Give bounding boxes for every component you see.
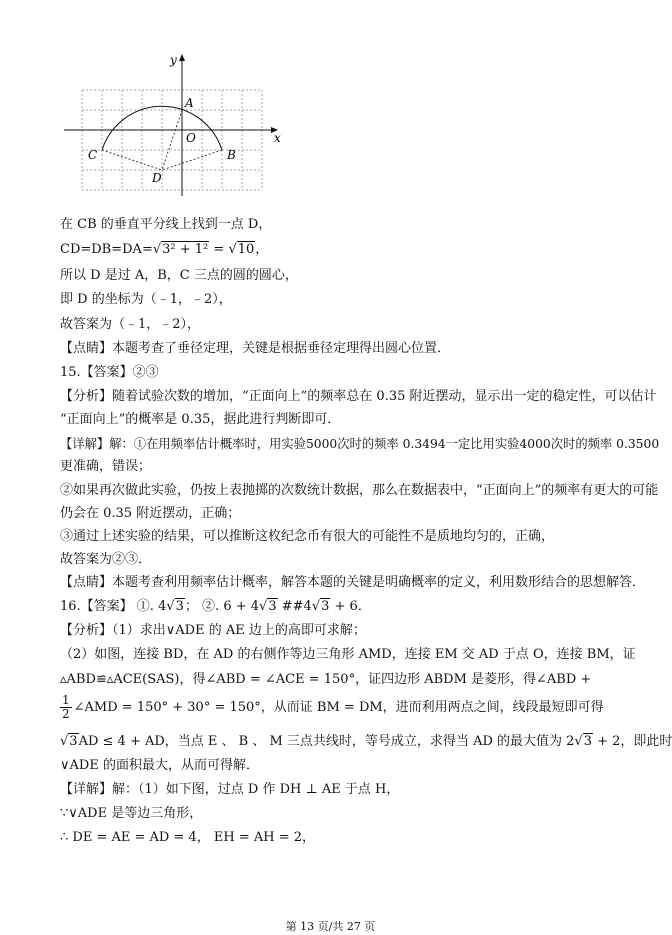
sqrt-sign: √ xyxy=(60,734,69,749)
label-D: D xyxy=(152,171,162,185)
label-A: A xyxy=(185,96,194,110)
sqrt-sign: √ xyxy=(311,599,321,614)
label-C: C xyxy=(88,148,98,162)
formula-text: AD ≤ 4 + AD，当点 E 、 B 、 M 三点共线时，等号成立，求得当 AD 的最大值为 2 xyxy=(78,734,575,749)
grid xyxy=(82,90,262,190)
text-line: ②如果再次做此实验，仍按上表抛掷的次数统计数据，那么在数据表中，“正面向上”的频率有更大的可能 xyxy=(60,483,659,498)
fraction-denominator: 2 xyxy=(62,707,70,721)
sqrt-radicand: 10 xyxy=(237,242,255,257)
formula-line xyxy=(60,734,672,750)
label-x: x xyxy=(274,131,281,145)
fraction xyxy=(60,694,72,721)
text-line: 【点睛】本题考查了垂径定理，关键是根据垂径定理得出圆心位置． xyxy=(60,341,451,356)
formula-line xyxy=(60,242,268,258)
text-line: 即 D 的坐标为（﹣1，﹣2）， xyxy=(60,292,232,307)
label-y: y xyxy=(170,53,177,67)
label-O: O xyxy=(186,131,196,145)
answer-heading: 15.【答案】②③ xyxy=(60,365,159,380)
formula-lhs: CD=DB=DA= xyxy=(60,242,153,257)
formula-text: + 2，即此时 xyxy=(593,734,672,749)
text-line: 故答案为（﹣1，﹣2）， xyxy=(60,317,201,332)
text-line: 【分析】随着试验次数的增加，“正面向上”的频率总在 0.35 附近摆动，显示出一定的稳定性，可以估计 xyxy=(60,389,657,404)
answer-part: + 6． xyxy=(330,599,371,614)
answer-heading xyxy=(60,599,371,615)
sqrt-radicand: 3 xyxy=(175,599,184,614)
sqrt-radicand: 3 xyxy=(321,599,330,614)
label-B: B xyxy=(227,148,236,162)
answer-part: ； ②. 6 + 4 xyxy=(184,599,260,614)
text-line: （2）如图，连接 BD，在 AD 的右侧作等边三角形 AMD，连接 EM 交 AD 于点 O，连接 BM，证 xyxy=(60,647,636,662)
text-line: 【详解】解：①在用频率估计概率时，用实验5000次时的频率 0.3494一定比用实验4000次时的频率 0.3500 xyxy=(60,437,660,451)
text-line: 所以 D 是过 A，B，C 三点的圆的圆心， xyxy=(60,268,298,283)
sqrt-sign: √ xyxy=(259,599,268,614)
coordinate-figure xyxy=(60,48,290,198)
text-line: ∴ DE = AE = AD = 4， EH = AH = 2， xyxy=(60,830,316,845)
answer-part: ##4 xyxy=(277,599,312,614)
page-footer: 第 13 页/共 27 页 xyxy=(285,920,376,933)
formula-text: ∠AMD = 150° + 30° = 150°，从而证 BM = DM，进而利用两点之间，线段最短即可得 xyxy=(73,700,604,715)
sqrt-sign: √ xyxy=(152,242,162,257)
text-line: 【点睛】本题考查利用频率估计概率，解答本题的关键是明确概率的定义，利用数形结合的思想解答． xyxy=(60,575,646,590)
sqrt-sign: √ xyxy=(166,599,175,614)
text-line: 更准确，错误； xyxy=(60,459,152,474)
formula-line xyxy=(60,694,604,721)
y-axis-arrow xyxy=(179,54,185,61)
sqrt-radicand: 3 xyxy=(268,599,277,614)
formula-tail: ， xyxy=(255,242,269,257)
answer-part: 16.【答案】 ①. 4 xyxy=(60,599,167,614)
sqrt-sign: √ xyxy=(574,734,583,749)
fraction-numerator: 1 xyxy=(62,693,70,707)
text-line: ∵∨ADE 是等边三角形， xyxy=(60,806,203,821)
sqrt-sign: √ xyxy=(228,242,237,257)
text-line: ③通过上述实验的结果，可以推断这枚纪念币有很大的可能性不是质地均匀的，正确， xyxy=(60,529,555,544)
text-line: 【分析】（1）求出∨ADE 的 AE 边上的高即可求解； xyxy=(60,623,366,638)
sqrt-radicand: 3 xyxy=(69,734,78,749)
formula-eq: = xyxy=(209,242,229,257)
text-line: 仍会在 0.35 附近摆动，正确； xyxy=(60,506,241,521)
sqrt-radicand: 3² + 1² xyxy=(162,242,209,257)
text-line: 【详解】解：（1）如下图，过点 D 作 DH ⊥ AE 于点 H， xyxy=(60,782,400,797)
sqrt-radicand: 3 xyxy=(583,734,592,749)
text-line: 在 CB 的垂直平分线上找到一点 D， xyxy=(60,217,272,232)
text-line: ∨ADE 的面积最大，从而可得解． xyxy=(60,758,259,773)
text-line: “正面向上”的概率是 0.35，据此进行判断即可． xyxy=(60,412,341,427)
text-line: ▵ABD≌▵ACE(SAS)，得∠ABD = ∠ACE = 150°，证四边形 ABDM 是菱形，得∠ABD + xyxy=(60,672,592,687)
text-line: 故答案为②③． xyxy=(60,552,152,567)
